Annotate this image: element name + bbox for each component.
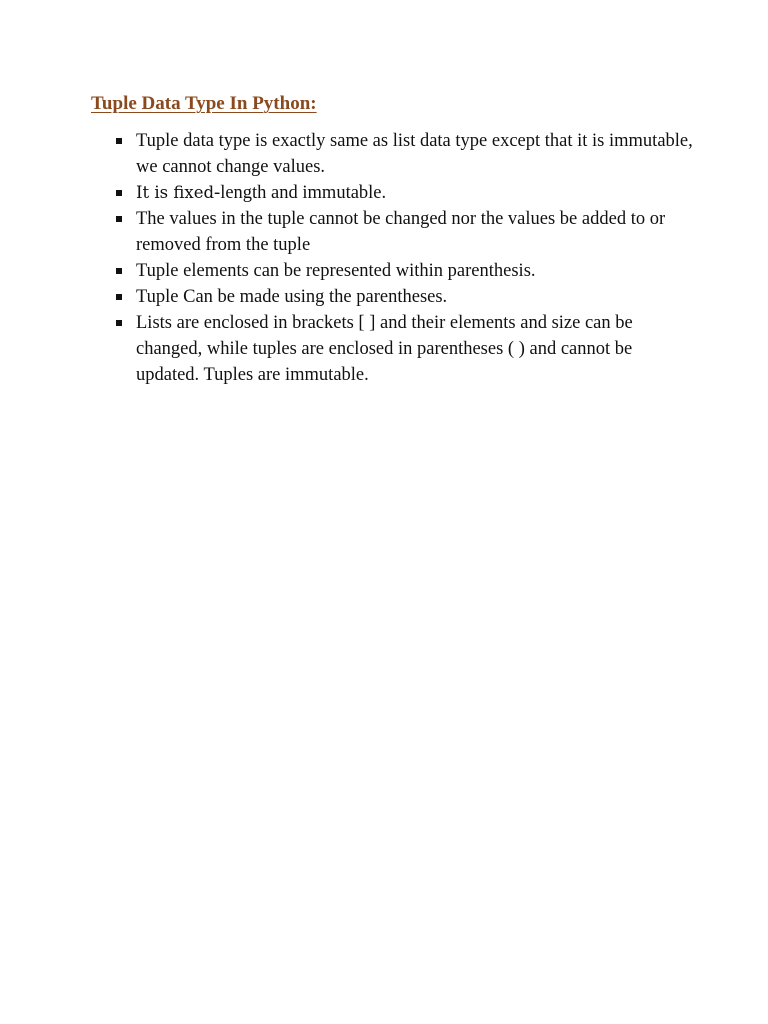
list-item-prefix: It is fixed — [136, 183, 215, 202]
list-item-text: Lists are enclosed in brackets [ ] and their elements and size can be changed, while tuples are enclosed in parentheses ( ) and cannot be updated. Tuples are immutable. — [136, 313, 633, 385]
list-item-text: -length and immutable. — [214, 183, 387, 203]
list-item-text: Tuple Can be made using the parentheses. — [136, 287, 448, 307]
list-item-text: Tuple data type is exactly same as list data type except that it is immutable, we cannot change values. — [136, 131, 693, 177]
bullet-list — [136, 128, 696, 388]
list-item — [136, 128, 696, 180]
list-item-text: Tuple elements can be represented within parenthesis. — [136, 261, 536, 281]
section-heading: Tuple Data Type In Python: — [91, 93, 317, 114]
list-item — [136, 258, 696, 284]
list-item — [136, 180, 696, 206]
list-item-text: The values in the tuple cannot be changed nor the values be added to or removed from the tuple — [136, 209, 666, 255]
list-item — [136, 284, 696, 310]
list-item — [136, 206, 696, 258]
list-item — [136, 310, 696, 388]
